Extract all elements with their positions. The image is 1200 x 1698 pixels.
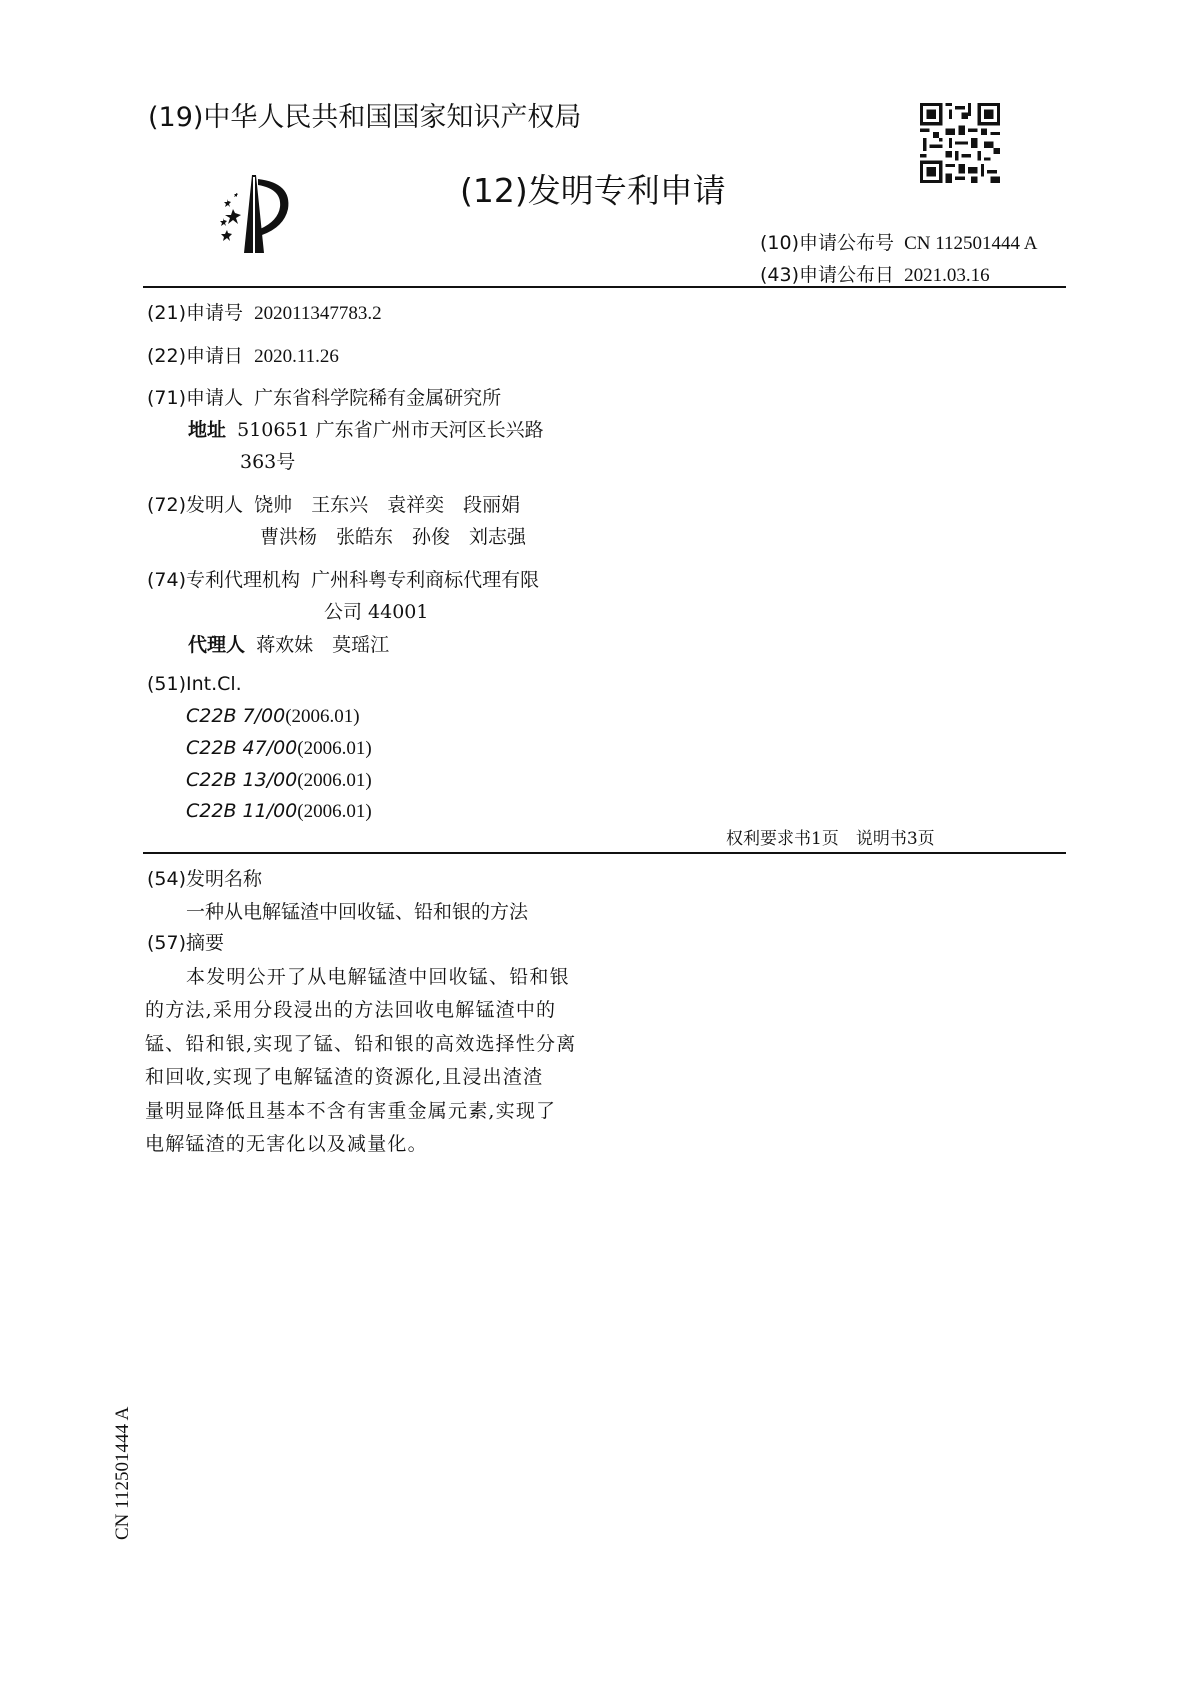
abstract-label: (57)摘要 <box>147 932 225 954</box>
address-label: 地址 <box>188 419 227 441</box>
abstract-line: 电解锰渣的无害化以及减量化。 <box>145 1133 428 1155</box>
address-line-1: 510651 广东省广州市天河区长兴路 <box>237 419 544 441</box>
application-date-value: 2020.11.26 <box>254 346 339 367</box>
cnipa-logo-icon <box>200 165 300 255</box>
application-date-label: (22)申请日 <box>147 345 244 367</box>
inventors-label: (72)发明人 <box>147 494 244 516</box>
abstract-line: 锰、铅和银,实现了锰、铅和银的高效选择性分离 <box>145 1033 577 1055</box>
applicant <box>147 383 501 410</box>
inventors <box>147 490 520 517</box>
publication-number <box>760 228 1037 255</box>
applicant-label: (71)申请人 <box>147 387 244 409</box>
patent-agency-line-1: 广州科粤专利商标代理有限 <box>311 569 540 591</box>
inventors-line-2: 曹洪杨 张皓东 孙俊 刘志强 <box>260 526 527 548</box>
abstract-line: 量明显降低且基本不含有害重金属元素,实现了 <box>145 1100 557 1122</box>
classification-version: (2006.01) <box>297 770 372 791</box>
address-line-2: 363号 <box>240 451 296 473</box>
classification-version: (2006.01) <box>285 706 360 727</box>
classification-code: C22B 47/00 <box>186 737 298 759</box>
classification-code: C22B 7/00 <box>186 705 286 727</box>
publication-date-value: 2021.03.16 <box>904 265 990 286</box>
classification-code: C22B 13/00 <box>186 769 298 791</box>
agents-label: 代理人 <box>188 634 246 656</box>
classification-version: (2006.01) <box>297 801 372 822</box>
publication-date <box>760 260 990 287</box>
qr-code-icon <box>920 103 1000 183</box>
abstract-line: 的方法,采用分段浸出的方法回收电解锰渣中的 <box>145 999 557 1021</box>
classification-code: C22B 11/00 <box>186 800 298 822</box>
patent-agency-line-2: 公司 44001 <box>324 601 429 623</box>
application-number-label: (21)申请号 <box>147 302 244 324</box>
classification-version: (2006.01) <box>297 738 372 759</box>
publication-number-value: CN 112501444 A <box>904 233 1038 254</box>
classification-item <box>186 769 372 792</box>
address <box>188 415 544 442</box>
patent-agency-label: (74)专利代理机构 <box>147 569 301 591</box>
application-number-value: 202011347783.2 <box>254 303 382 324</box>
applicant-value: 广东省科学院稀有金属研究所 <box>254 387 502 409</box>
invention-title: 一种从电解锰渣中回收锰、铅和银的方法 <box>186 901 529 923</box>
abstract-line: 本发明公开了从电解锰渣中回收锰、铅和银 <box>186 966 570 988</box>
agents-value: 蒋欢妹 莫瑶江 <box>256 634 390 656</box>
application-date <box>147 341 339 368</box>
classification-item <box>186 800 372 823</box>
publication-date-label: (43)申请公布日 <box>760 264 895 286</box>
document-type: (12)发明专利申请 <box>460 171 726 210</box>
publication-number-label: (10)申请公布号 <box>760 232 895 254</box>
side-publication-number: CN 112501444 A <box>112 1406 133 1540</box>
classification-item <box>186 705 360 728</box>
issuing-office: (19)中华人民共和国国家知识产权局 <box>148 102 582 133</box>
header-divider <box>143 286 1066 288</box>
classification-item <box>186 737 372 760</box>
abstract-line: 和回收,实现了电解锰渣的资源化,且浸出渣渣 <box>145 1066 544 1088</box>
agents <box>188 630 389 657</box>
page-counts: 权利要求书1页 说明书3页 <box>726 829 935 849</box>
application-number <box>147 298 382 325</box>
section-divider <box>143 852 1066 854</box>
int-cl-label: (51)Int.Cl. <box>147 673 242 695</box>
inventors-line-1: 饶帅 王东兴 袁祥奕 段丽娟 <box>254 494 521 516</box>
patent-agency <box>147 565 539 592</box>
invention-title-label: (54)发明名称 <box>147 868 263 890</box>
